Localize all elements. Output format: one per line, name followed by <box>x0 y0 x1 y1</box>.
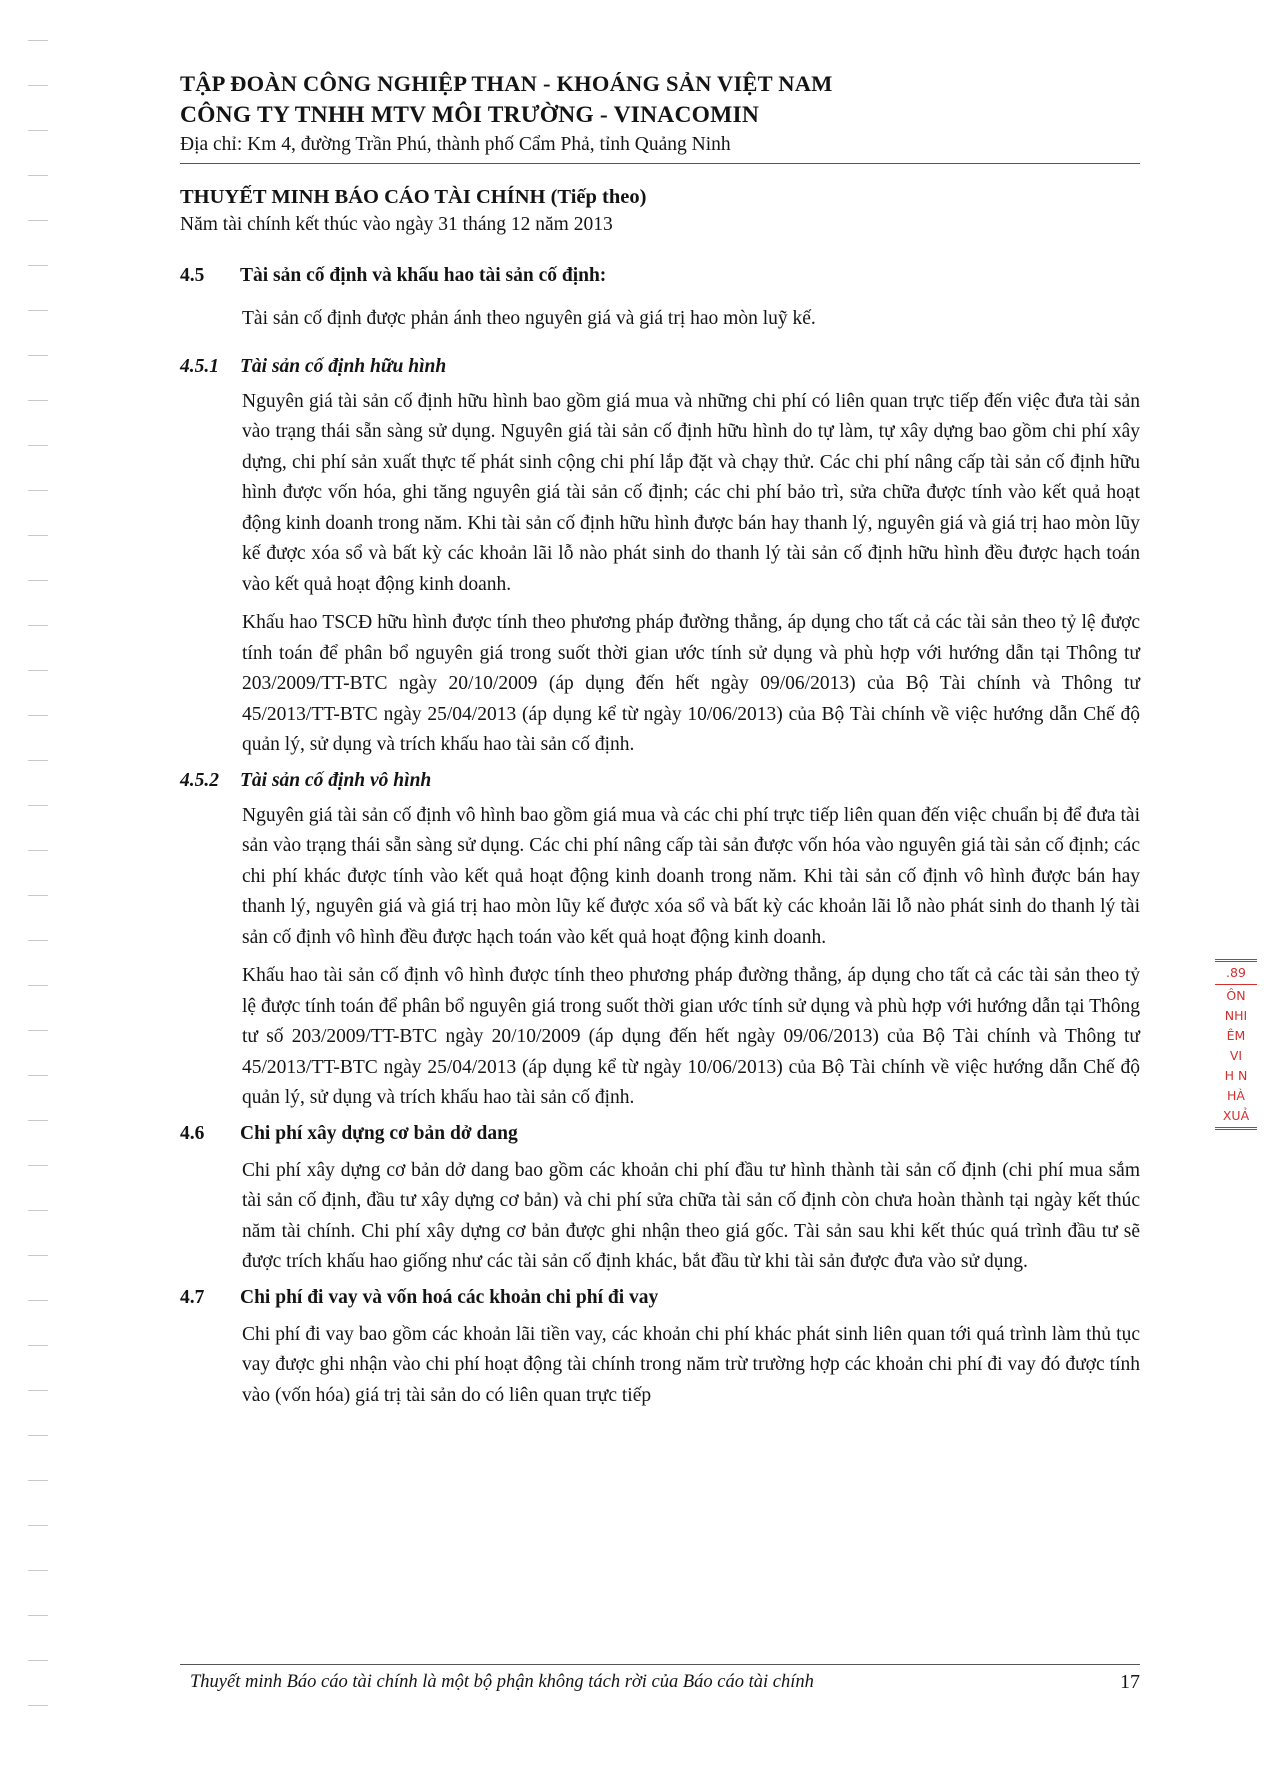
document-body <box>180 262 1140 1411</box>
section-number: 4.5 <box>180 265 205 286</box>
group-name: TẬP ĐOÀN CÔNG NGHIỆP THAN - KHOÁNG SẢN VIỆT NAM <box>180 71 833 96</box>
subsection-title: Tài sản cố định hữu hình <box>240 355 447 377</box>
paragraph: Chi phí xây dựng cơ bản dở dang bao gồm các khoản chi phí đầu tư hình thành tài sản cố định (chi phí mua sắm tài sản cố định, đầu tư xây dựng cơ bản) và chi phí sửa chữa tài sản cố định còn chưa hoàn thành tại ngày kết thúc năm tài chính. Chi phí xây dựng cơ bản được ghi nhận theo giá gốc. Tài sản sau khi kết thúc quá trình đầu tư sẽ được trích khấu hao giống như các tài sản cố định khác, bắt đầu từ khi tài sản được đưa vào sử dụng. <box>242 1159 1140 1272</box>
subsection-number: 4.5.2 <box>180 769 219 791</box>
section-heading-4-6 <box>180 1120 1140 1148</box>
stamp-text: HÀ <box>1227 1088 1245 1103</box>
paragraph: Tài sản cố định được phản ánh theo nguyên giá và giá trị hao mòn luỹ kế. <box>242 308 816 329</box>
paragraph: Khấu hao TSCĐ hữu hình được tính theo phương pháp đường thẳng, áp dụng cho tất cả các tài sản theo tỷ lệ được tính toán để phân bổ nguyên giá trong suốt thời gian ước tính sử dụng và phù hợp với hướng dẫn tại Thông tư 203/2009/TT-BTC ngày 20/10/2009 (áp dụng đến hết ngày 09/06/2013) của Bộ Tài chính và Thông tư 45/2013/TT-BTC ngày 25/04/2013 (áp dụng kể từ ngày 10/06/2013) của Bộ Tài chính về việc hướng dẫn Chế độ quản lý, sử dụng và trích khấu hao tài sản cố định. <box>242 612 1140 755</box>
stamp-text: H N <box>1224 1068 1248 1083</box>
subsection-heading-4-5-1 <box>180 353 1140 381</box>
subsection-heading-4-5-2 <box>180 767 1140 795</box>
scan-edge-marks <box>28 40 52 1740</box>
stamp-text: NHI <box>1224 1008 1248 1023</box>
paragraph: Nguyên giá tài sản cố định hữu hình bao gồm giá mua và những chi phí có liên quan trực tiếp đến việc đưa tài sản vào trạng thái sẵn sàng sử dụng. Nguyên giá tài sản cố định hữu hình do tự làm, tự xây dựng bao gồm chi phí xây dựng, chi phí sản xuất thực tế phát sinh cộng chi phí lắp đặt và chạy thử. Các chi phí nâng cấp tài sản cố định hữu hình được vốn hóa, ghi tăng nguyên giá tài sản cố định; các chi phí bảo trì, sửa chữa được tính vào kết quả hoạt động kinh doanh trong năm. Khi tài sản cố định hữu hình được bán hay thanh lý, nguyên giá và giá trị hao mòn lũy kế được xóa sổ và bất kỳ các khoản lãi lỗ nào phát sinh do thanh lý tài sản cố định hữu hình đều được hạch toán vào kết quả hoạt động kinh doanh. <box>242 390 1140 595</box>
company-address: Địa chỉ: Km 4, đường Trần Phú, thành phố Cẩm Phả, tỉnh Quảng Ninh <box>180 134 731 155</box>
stamp-text: .89 <box>1226 965 1246 980</box>
page-footer <box>190 1669 1140 1695</box>
stamp-text: ÔN <box>1226 988 1246 1003</box>
subsection-title: Tài sản cố định vô hình <box>240 769 432 791</box>
subsection-number: 4.5.1 <box>180 355 219 377</box>
section-title: Chi phí xây dựng cơ bản dở dang <box>240 1122 518 1144</box>
header-divider <box>180 163 1140 164</box>
section-heading-4-5 <box>180 262 1140 290</box>
section-number: 4.6 <box>180 1122 205 1144</box>
page-number: 17 <box>1120 1671 1140 1693</box>
report-subtitle: Năm tài chính kết thúc vào ngày 31 tháng 12 năm 2013 <box>180 214 613 235</box>
footer-divider <box>180 1664 1140 1665</box>
stamp-text: VI <box>1229 1048 1243 1063</box>
paragraph: Chi phí đi vay bao gồm các khoản lãi tiền vay, các khoản chi phí khác phát sinh liên quan tới quá trình làm thủ tục vay được ghi nhận vào chi phí hoạt động tài chính trong năm trừ trường hợp các khoản chi phí đi vay đó được tính vào (vốn hóa) giá trị tài sản do có liên quan trực tiếp <box>242 1323 1140 1406</box>
footer-note: Thuyết minh Báo cáo tài chính là một bộ phận không tách rời của Báo cáo tài chính <box>190 1672 814 1692</box>
section-title: Tài sản cố định và khấu hao tài sản cố định: <box>240 265 607 286</box>
paragraph: Nguyên giá tài sản cố định vô hình bao gồm giá mua và các chi phí trực tiếp liên quan đến việc chuẩn bị để đưa tài sản vào trạng thái sẵn sàng sử dụng. Các chi phí nâng cấp tài sản được vốn hóa vào nguyên giá tài sản cố định; các chi phí khác được tính vào kết quả hoạt động kinh doanh trong năm. Khi tài sản cố định vô hình được bán hay thanh lý, nguyên giá và giá trị hao mòn lũy kế được xóa sổ và bất kỳ các khoản lãi lỗ nào phát sinh do thanh lý tài sản cố định vô hình đều được hạch toán vào kết quả hoạt động kinh doanh. <box>242 804 1140 948</box>
stamp-text: XUẢ <box>1222 1108 1250 1123</box>
red-seal-stamp-fragment <box>1212 958 1260 1158</box>
paragraph: Khấu hao tài sản cố định vô hình được tính theo phương pháp đường thẳng, áp dụng cho tất cả các tài sản theo tỷ lệ được tính toán để phân bổ nguyên giá trong suốt thời gian ước tính sử dụng và phù hợp với hướng dẫn tại Thông tư số 203/2009/TT-BTC ngày 20/10/2009 (áp dụng đến hết ngày 09/06/2013) của Bộ Tài chính và Thông tư 45/2013/TT-BTC ngày 25/04/2013 (áp dụng kể từ ngày 10/06/2013) của Bộ Tài chính về việc hướng dẫn Chế độ quản lý, sử dụng và trích khấu hao tài sản cố định. <box>242 965 1140 1108</box>
section-title: Chi phí đi vay và vốn hoá các khoản chi phí đi vay <box>240 1286 659 1308</box>
section-number: 4.7 <box>180 1286 205 1308</box>
stamp-text: ÊM <box>1226 1028 1246 1043</box>
company-name: CÔNG TY TNHH MTV MÔI TRƯỜNG - VINACOMIN <box>180 102 760 128</box>
section-heading-4-7 <box>180 1284 1140 1312</box>
report-title: THUYẾT MINH BÁO CÁO TÀI CHÍNH (Tiếp theo) <box>180 186 647 208</box>
letterhead <box>180 68 1140 159</box>
